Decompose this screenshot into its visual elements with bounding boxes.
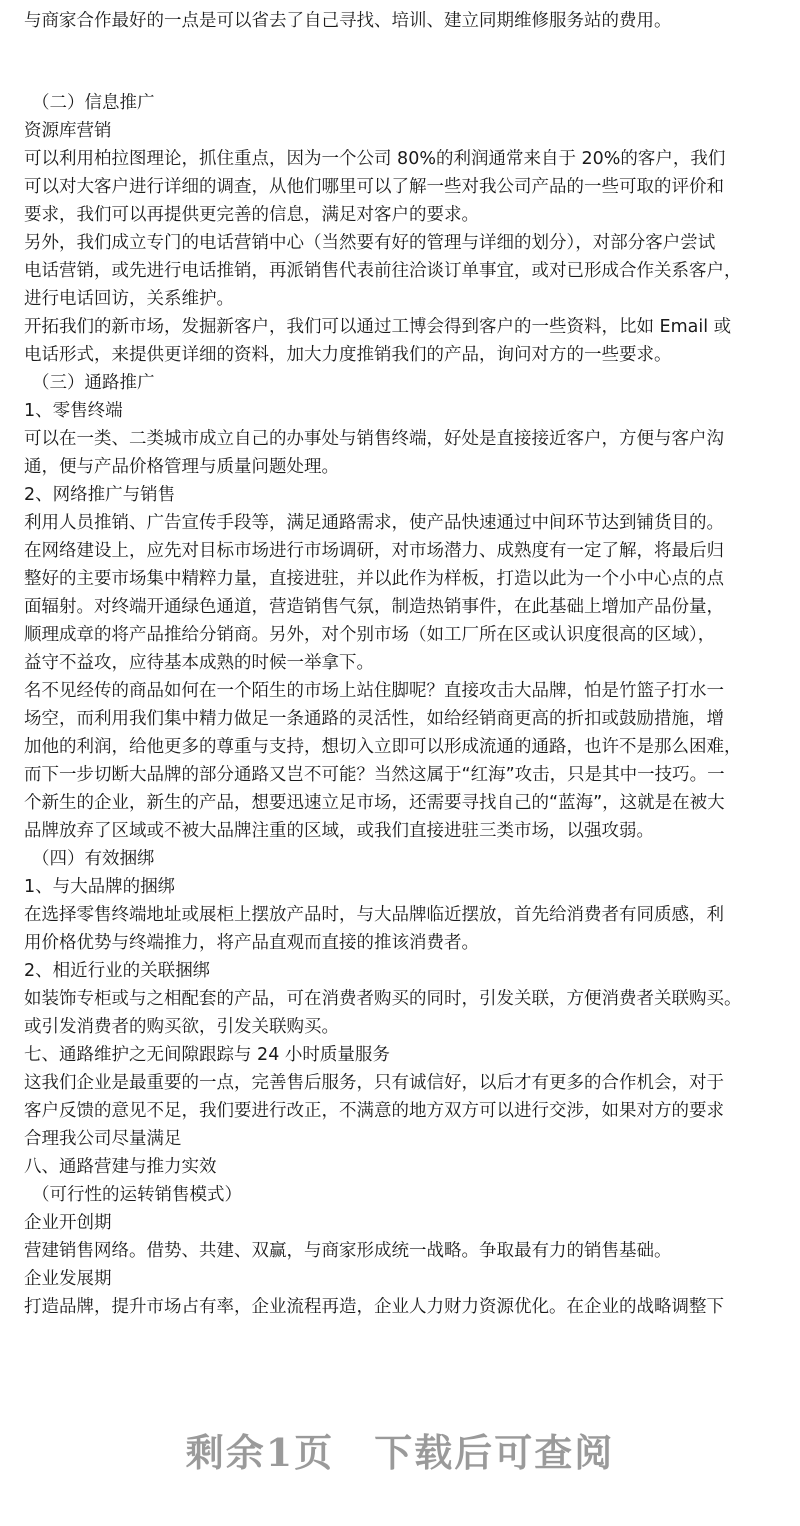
paragraph-line: 可以利用柏拉图理论，抓住重点，因为一个公司 80%的利润通常来自于 20%的客户，我们 bbox=[24, 149, 726, 169]
download-prompt-banner[interactable] bbox=[0, 1418, 800, 1488]
paragraph-line: 加他的利润，给他更多的尊重与支持，想切入立即可以形成流通的通路，也许不是那么困难， bbox=[24, 737, 742, 757]
paragraph-line: 可以在一类、二类城市成立自己的办事处与销售终端，好处是直接接近客户，方便与客户沟 bbox=[24, 429, 724, 449]
paragraph-line: 要求，我们可以再提供更完善的信息，满足对客户的要求。 bbox=[24, 205, 479, 225]
paragraph-line: 利用人员推销、广告宣传手段等，满足通路需求，使产品快速通过中间环节达到铺货目的。 bbox=[24, 513, 724, 533]
section-heading-channel-building: 八、通路营建与推力实效 bbox=[24, 1157, 217, 1177]
paragraph-line: 这我们企业是最重要的一点，完善售后服务，只有诚信好，以后才有更多的合作机会，对于 bbox=[24, 1073, 724, 1093]
paragraph-line: 打造品牌，提升市场占有率，企业流程再造，企业人力财力资源优化。在企业的战略调整下 bbox=[24, 1297, 724, 1317]
subheading: 2、网络推广与销售 bbox=[24, 485, 176, 505]
subheading: 2、相近行业的关联捆绑 bbox=[24, 961, 211, 981]
paragraph-line: 而下一步切断大品牌的部分通路又岂不可能？当然这属于“红海”攻击，只是其中一技巧。一 bbox=[24, 765, 725, 785]
section-heading-bundling: （四）有效捆绑 bbox=[32, 849, 155, 869]
paragraph-line: 与商家合作最好的一点是可以省去了自己寻找、培训、建立同期维修服务站的费用。 bbox=[24, 11, 672, 31]
paragraph-line: 面辐射。对终端开通绿色通道，营造销售气氛，制造热销事件，在此基础上增加产品份量， bbox=[24, 597, 724, 617]
paragraph-line: 可以对大客户进行详细的调查，从他们哪里可以了解一些对我公司产品的一些可取的评价和 bbox=[24, 177, 724, 197]
paragraph-line: 个新生的企业，新生的产品，想要迅速立足市场，还需要寻找自己的“蓝海”，这就是在被大 bbox=[24, 793, 725, 813]
section-heading-info-promotion: （二）信息推广 bbox=[32, 93, 155, 113]
paragraph-line: 用价格优势与终端推力，将产品直观而直接的推该消费者。 bbox=[24, 933, 479, 953]
paragraph-line: 营建销售网络。借势、共建、双赢，与商家形成统一战略。争取最有力的销售基础。 bbox=[24, 1241, 672, 1261]
paragraph-line: 电话形式，来提供更详细的资料，加大力度推销我们的产品，询问对方的一些要求。 bbox=[24, 345, 672, 365]
paragraph-line: 顺理成章的将产品推给分销商。另外，对个别市场（如工厂所在区或认识度很高的区域）， bbox=[24, 625, 716, 645]
paragraph-line: 开拓我们的新市场，发掘新客户，我们可以通过工博会得到客户的一些资料，比如 Email 或 bbox=[24, 317, 732, 337]
remaining-pages-label: 剩余1页 bbox=[185, 1430, 335, 1475]
paragraph-line: 进行电话回访，关系维护。 bbox=[24, 289, 234, 309]
paragraph-line: 如装饰专柜或与之相配套的产品，可在消费者购买的同时，引发关联，方便消费者关联购买。 bbox=[24, 989, 742, 1009]
download-to-view-label: 下载后可查阅 bbox=[374, 1430, 615, 1475]
subheading: 资源库营销 bbox=[24, 121, 112, 141]
paragraph-line: 在网络建设上，应先对目标市场进行市场调研，对市场潜力、成熟度有一定了解，将最后归 bbox=[24, 541, 724, 561]
paragraph-line: 在选择零售终端地址或展柜上摆放产品时，与大品牌临近摆放，首先给消费者有同质感，利 bbox=[24, 905, 724, 925]
paragraph-line: 合理我公司尽量满足 bbox=[24, 1129, 182, 1149]
paragraph-line: 电话营销，或先进行电话推销，再派销售代表前往洽谈订单事宜，或对已形成合作关系客户， bbox=[24, 261, 742, 281]
paragraph-line: 或引发消费者的购买欲，引发关联购买。 bbox=[24, 1017, 339, 1037]
paragraph-line: 另外，我们成立专门的电话营销中心（当然要有好的管理与详细的划分），对部分客户尝试 bbox=[24, 233, 716, 253]
paragraph-line: 品牌放弃了区域或不被大品牌注重的区域，或我们直接进驻三类市场，以强攻弱。 bbox=[24, 821, 654, 841]
section-heading-channel-promotion: （三）通路推广 bbox=[32, 373, 155, 393]
subheading: （可行性的运转销售模式） bbox=[32, 1185, 242, 1205]
paragraph-line: 场空，而利用我们集中精力做足一条通路的灵活性，如给经销商更高的折扣或鼓励措施，增 bbox=[24, 709, 724, 729]
paragraph-line: 益守不益攻，应待基本成熟的时候一举拿下。 bbox=[24, 653, 374, 673]
subheading: 1、零售终端 bbox=[24, 401, 123, 421]
section-heading-channel-maintenance: 七、通路维护之无间隙跟踪与 24 小时质量服务 bbox=[24, 1045, 390, 1065]
subheading: 1、与大品牌的捆绑 bbox=[24, 877, 176, 897]
subheading: 企业发展期 bbox=[24, 1269, 112, 1289]
paragraph-line: 名不见经传的商品如何在一个陌生的市场上站住脚呢？直接攻击大品牌，怕是竹篮子打水一 bbox=[24, 681, 724, 701]
paragraph-line: 客户反馈的意见不足，我们要进行改正，不满意的地方双方可以进行交涉，如果对方的要求 bbox=[24, 1101, 724, 1121]
paragraph-line: 通，便与产品价格管理与质量问题处理。 bbox=[24, 457, 339, 477]
subheading: 企业开创期 bbox=[24, 1213, 112, 1233]
paragraph-line: 整好的主要市场集中精粹力量，直接进驻，并以此作为样板，打造以此为一个小中心点的点 bbox=[24, 569, 724, 589]
